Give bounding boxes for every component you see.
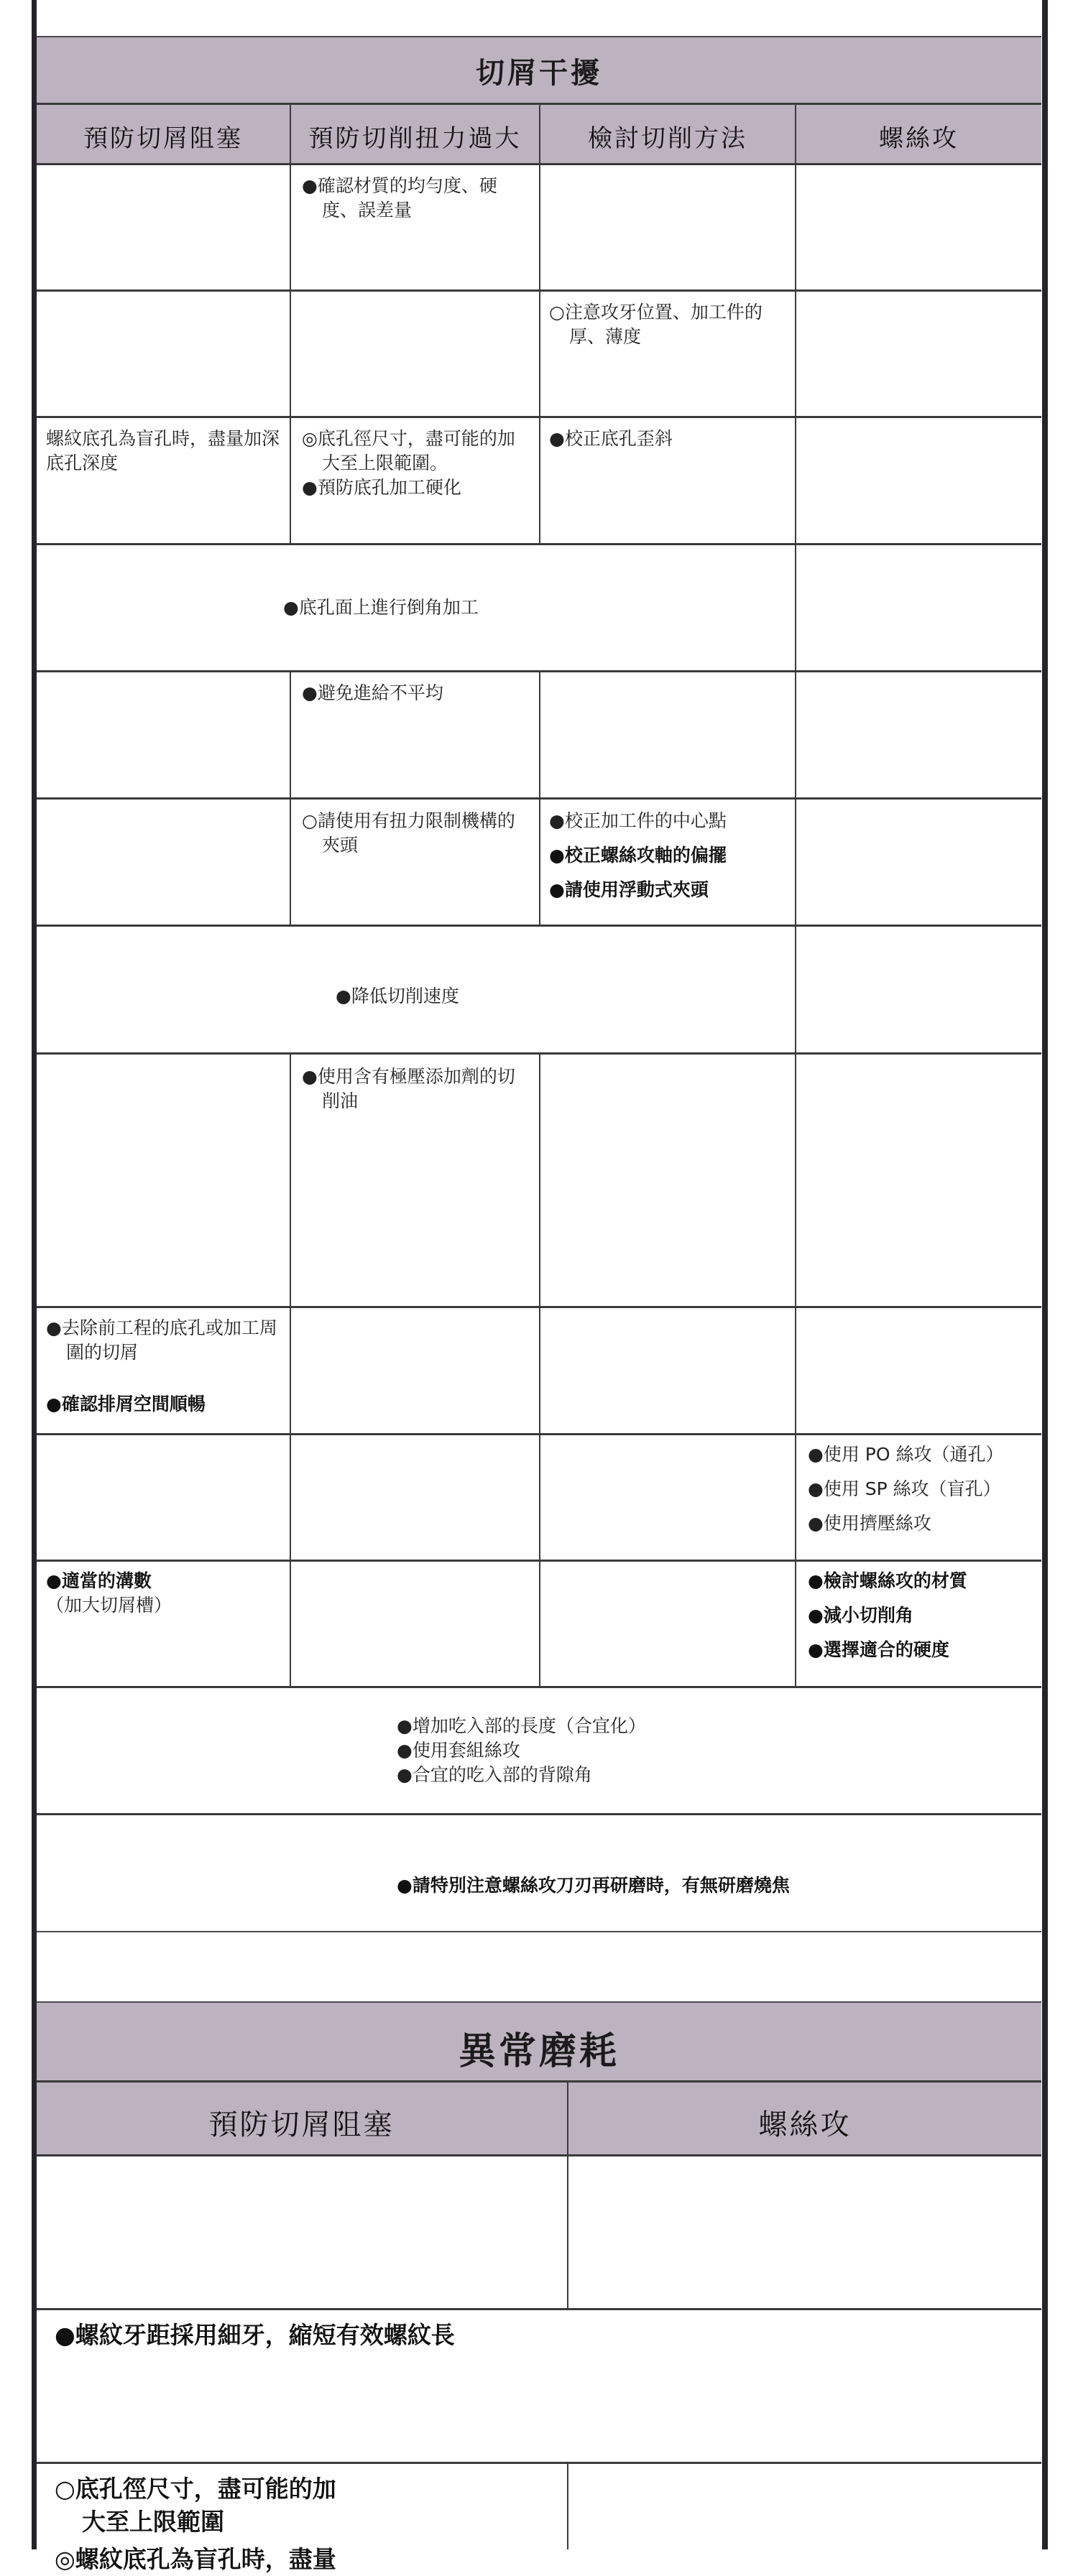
list-item: ○請使用有扭力限制機構的夾頭 — [302, 810, 515, 856]
cell-r3-c3 — [549, 427, 786, 451]
list-item: ○底孔徑尺寸，盡可能的加大至上限範圍 — [55, 2475, 336, 2536]
cell-r4-span — [283, 596, 571, 620]
divider — [539, 104, 540, 164]
divider — [539, 1054, 540, 1687]
cell-r13-span — [397, 1873, 900, 1898]
cell-r3-c2 — [302, 427, 532, 500]
list-item: ●校正加工件的中心點 — [549, 810, 727, 831]
list-item: ●使用套組絲攻 — [397, 1740, 520, 1761]
cell-r10-c4 — [808, 1442, 1038, 1536]
cell-r1-c2 — [302, 174, 532, 223]
list-item: ●確認材質的均勻度、硬度、誤差量 — [302, 175, 497, 221]
cell-r2-c3 — [549, 300, 786, 349]
list-item: ●使用擠壓絲攻 — [808, 1513, 931, 1534]
divider — [37, 1813, 1041, 1815]
cell-s2-r2-span — [55, 2319, 773, 2352]
list-item: ●合宜的吃入部的背隙角 — [397, 1764, 592, 1785]
column-header-cutting-method: 檢討切削方法 — [588, 124, 747, 153]
list-item: ●校正底孔歪斜 — [549, 428, 673, 449]
list-item: ●校正螺絲攻軸的偏擺 — [549, 845, 727, 866]
divider — [795, 104, 796, 164]
column-header-prevent-clog: 預防切屑阻塞 — [208, 2108, 395, 2141]
list-item: ●降低切削速度 — [336, 986, 459, 1006]
list-item: ◎螺紋底孔為盲孔時，盡量 — [55, 2545, 336, 2573]
cell-r5-c2 — [302, 681, 532, 705]
list-item: 螺紋底孔為盲孔時，盡量加深底孔深度 — [46, 428, 280, 473]
divider — [290, 672, 291, 925]
list-item: ◎底孔徑尺寸，盡可能的加大至上限範圍。 — [302, 428, 515, 473]
divider — [37, 2080, 1041, 2082]
cell-r11-c4 — [808, 1569, 1038, 1662]
divider — [290, 165, 291, 544]
list-item: ●檢討螺絲攻的材質 — [808, 1570, 967, 1591]
column-header-prevent-torque: 預防切削扭力過大 — [308, 124, 522, 153]
divider — [37, 1931, 1041, 1932]
divider — [795, 165, 796, 1687]
list-item: ●增加吃入部的長度（合宜化） — [397, 1715, 646, 1736]
cell-r6-c2 — [302, 809, 532, 858]
divider — [539, 672, 540, 925]
section2-title: 異常磨耗 — [458, 2030, 619, 2073]
column-header-tap: 螺絲攻 — [758, 2108, 852, 2141]
cell-s2-r3-c1 — [55, 2473, 558, 2576]
list-item: ●選擇適合的硬度 — [808, 1639, 949, 1660]
cell-r12-span — [397, 1714, 756, 1787]
list-item: ●請特別注意螺絲攻刀刃再研磨時，有無研磨燒焦 — [397, 1875, 790, 1896]
list-item: ●預防底孔加工硬化 — [302, 477, 461, 498]
cell-r9-c1 — [46, 1316, 283, 1417]
list-item: ●避免進給不平均 — [302, 682, 443, 703]
list-item: ●使用含有極壓添加劑的切削油 — [302, 1066, 515, 1111]
list-item: ●使用 PO 絲攻（通孔） — [808, 1444, 1004, 1465]
divider — [567, 2463, 568, 2549]
list-item: ○注意攻牙位置、加工件的厚、薄度 — [549, 302, 763, 347]
divider — [37, 2154, 1041, 2156]
list-item: ●確認排屑空間順暢 — [46, 1394, 206, 1414]
divider — [567, 2082, 568, 2309]
list-item: ●使用 SP 絲攻（盲孔） — [808, 1478, 1001, 1499]
divider — [539, 165, 540, 544]
divider — [290, 104, 291, 164]
list-item: ●底孔面上進行倒角加工 — [283, 597, 479, 618]
column-header-tap: 螺絲攻 — [879, 124, 959, 153]
list-item: ●螺紋牙距採用細牙，縮短有效螺紋長 — [55, 2321, 455, 2349]
list-item: ●請使用浮動式夾頭 — [549, 879, 709, 900]
column-header-prevent-clog: 預防切屑阻塞 — [83, 124, 243, 153]
list-item: （加大切屑槽） — [46, 1595, 172, 1616]
list-item: ●減小切削角 — [808, 1605, 913, 1626]
cell-r11-c1 — [46, 1569, 283, 1618]
cell-r6-c3 — [549, 809, 790, 902]
divider — [37, 2308, 1041, 2310]
section1-title: 切屑干擾 — [476, 57, 602, 90]
cell-r8-c2 — [302, 1065, 532, 1113]
cell-r3-c1 — [46, 427, 283, 476]
cell-r7-span — [336, 984, 551, 1009]
divider — [290, 1054, 291, 1687]
list-item: ●去除前工程的底孔或加工周圍的切屑 — [46, 1317, 277, 1363]
list-item: ●適當的溝數 — [46, 1570, 152, 1591]
divider — [37, 2462, 1041, 2464]
